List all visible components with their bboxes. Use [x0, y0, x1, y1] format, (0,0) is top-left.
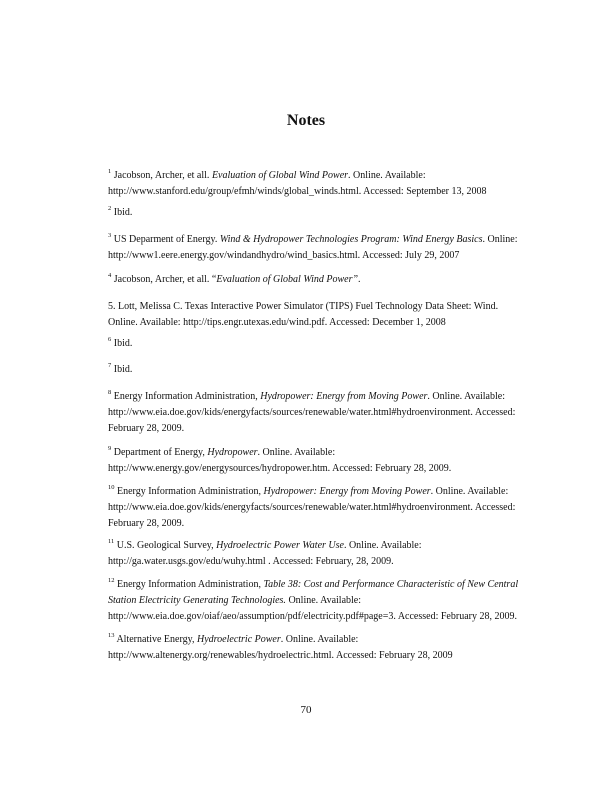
footnote-text-rest: . — [358, 274, 361, 285]
footnote-text: Department of Energy, — [113, 447, 208, 458]
footnote-title: Hydroelectric Power — [196, 634, 281, 645]
footnote-text: Ibid. — [113, 338, 133, 349]
footnote-number: 2 — [108, 205, 112, 212]
footnote-text: Energy Information Administration, — [113, 391, 261, 402]
footnote-number: 13 — [108, 632, 115, 639]
footnote-title: Wind & Hydropower Technologies Program: Wind Energy Basics — [219, 234, 483, 245]
footnote-text: Energy Information Administration, — [117, 579, 264, 590]
footnote-text: 5. Lott, Melissa C. Texas Interactive Power Simulator (TIPS) Fuel Technology Data Sheet: Wind. Online. Available: http://tips.engr.utexas.edu/wind.pdf. Accessed: December 1, 2008 — [108, 301, 499, 328]
footnote-number: 3 — [108, 232, 112, 239]
footnote-text-rest: Online. Available: http://www.eia.doe.gov/oiaf/aeo/assumption/pdf/electricity.pdf#page=3. Accessed: February 28, 2009. — [108, 595, 517, 622]
footnote — [108, 538, 528, 570]
footnote — [108, 389, 528, 437]
footnote-number: 6 — [108, 336, 112, 343]
footnote-text: Jacobson, Archer, et all. “ — [113, 274, 217, 285]
footnote-number: 11 — [108, 538, 115, 545]
footnote-title: Evaluation of Global Wind Power” — [216, 274, 359, 285]
footnote-text: Ibid. — [113, 207, 133, 218]
footnote-title: Hydropower: Energy from Moving Power — [263, 486, 431, 497]
footnote — [108, 632, 528, 664]
footnote — [108, 168, 528, 200]
footnote-number: 7 — [108, 362, 112, 369]
footnote-title: Hydropower — [207, 447, 258, 458]
footnote — [108, 484, 528, 532]
footnote-number: 9 — [108, 445, 112, 452]
footnote — [108, 272, 528, 288]
footnote-title: Table 38: Cost and Performance Characteristic of New Central Station Electricity Generating Technologies. — [108, 579, 519, 606]
footnote-text: Alternative Energy, — [116, 634, 197, 645]
page-number: 70 — [300, 704, 312, 716]
footnote — [108, 445, 528, 477]
footnote — [108, 362, 528, 378]
footnote-text: Ibid. — [113, 364, 133, 375]
footnote — [108, 577, 528, 625]
footnote-number: 10 — [108, 484, 115, 491]
footnote-number: 4 — [108, 272, 112, 279]
footnote — [108, 232, 528, 264]
footnote — [108, 299, 528, 331]
footnote-text: U.S. Geological Survey, — [116, 540, 217, 551]
footnote-text-rest: . Online. Available: http://ga.water.usgs.gov/edu/wuhy.html . Accessed: February, 28, 2009. — [108, 540, 422, 567]
footnote-title: Hydropower: Energy from Moving Power — [260, 391, 428, 402]
footnote-text-rest: . Online. Available: http://www.energy.gov/energysources/hydropower.htm. Accessed: February 28, 2009. — [108, 447, 452, 474]
footnote — [108, 336, 528, 352]
footnote-number: 12 — [108, 577, 115, 584]
footnote-number: 1 — [108, 168, 112, 175]
footnote-text-rest: . Online: http://www1.eere.energy.gov/windandhydro/wind_basics.html. Accessed: July 29, 2007 — [108, 234, 518, 261]
footnote-number: 8 — [108, 389, 112, 396]
footnote-text-rest: . Online. Available: http://www.eia.doe.gov/kids/energyfacts/sources/renewable/water.html#hydroenvironment. Accessed: February 28, 2009. — [108, 391, 516, 434]
footnote-text-rest: . Online. Available: http://www.eia.doe.gov/kids/energyfacts/sources/renewable/water.html#hydroenvironment. Accessed: February 28, 2009. — [108, 486, 516, 529]
footnote-text: US Deparment of Energy. — [113, 234, 220, 245]
footnote-text: Energy Information Administration, — [117, 486, 264, 497]
footnote-text-rest: . Online. Available: http://www.altenergy.org/renewables/hydroelectric.html. Accessed: February 28, 2009 — [108, 634, 453, 661]
page-title: Notes — [286, 112, 326, 129]
footnote-text-rest: . Online. Available: http://www.stanford.edu/group/efmh/winds/global_winds.html. Accessed: September 13, 2008 — [108, 170, 487, 197]
footnote — [108, 205, 528, 221]
footnote-title: Evaluation of Global Wind Power — [211, 170, 349, 181]
footnote-title: Hydroelectric Power Water Use — [216, 540, 344, 551]
footnote-text: Jacobson, Archer, et all. — [113, 170, 212, 181]
